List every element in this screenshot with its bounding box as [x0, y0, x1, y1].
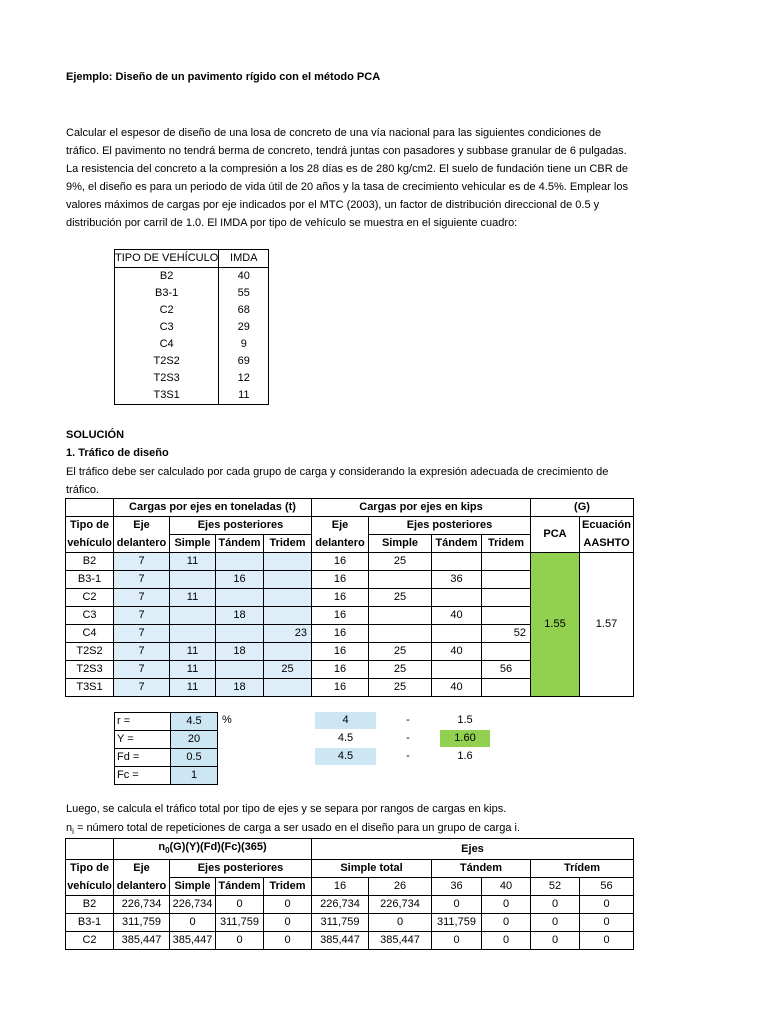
cell — [369, 625, 432, 643]
cell: C3 — [66, 607, 114, 625]
cell: 0 — [531, 896, 580, 914]
group-header: Cargas por ejes en kips — [312, 499, 531, 517]
col-header: vehículo — [66, 535, 114, 553]
cell: 7 — [114, 571, 170, 589]
cell: 0 — [580, 896, 634, 914]
col-header: Tipo de — [66, 860, 114, 878]
cell — [482, 679, 531, 697]
cell — [216, 625, 264, 643]
param-value: 1 — [171, 767, 218, 785]
col-header: Trídem — [531, 860, 634, 878]
cell: 0 — [482, 914, 531, 932]
aashto-value: 1.57 — [580, 553, 634, 697]
cell: 0 — [432, 896, 482, 914]
kips-header: 26 — [369, 878, 432, 896]
col-header: Simple — [170, 535, 216, 553]
param-row — [115, 731, 218, 749]
cell: 0 — [264, 896, 312, 914]
cell — [482, 571, 531, 589]
kips-header: 56 — [580, 878, 634, 896]
table-row — [66, 932, 634, 950]
cell — [432, 661, 482, 679]
cell: 311,759 — [312, 914, 369, 932]
cell: 16 — [312, 589, 369, 607]
cell — [170, 625, 216, 643]
cell: T2S2 — [66, 643, 114, 661]
section-line: El tráfico debe ser calculado por cada grupo de carga y considerando la expresión adecuada de crecimiento de — [66, 466, 609, 478]
formula-n: n — [158, 841, 166, 853]
cell: 11 — [170, 553, 216, 571]
cell: 25 — [369, 679, 432, 697]
cell: 7 — [114, 643, 170, 661]
cell — [216, 661, 264, 679]
cell: 0 — [432, 932, 482, 950]
cell: 311,759 — [432, 914, 482, 932]
param-value: 20 — [171, 731, 218, 749]
cell: 23 — [264, 625, 312, 643]
cell — [264, 607, 312, 625]
cell: 12 — [219, 370, 269, 387]
cell: 56 — [482, 661, 531, 679]
kips-header: 40 — [482, 878, 531, 896]
cell — [216, 589, 264, 607]
cell: 311,759 — [114, 914, 170, 932]
cell: 25 — [369, 589, 432, 607]
table-row — [115, 302, 269, 319]
col-header: Simple — [170, 878, 216, 896]
cell — [170, 571, 216, 589]
cell: 0 — [264, 914, 312, 932]
cell: 0 — [482, 896, 531, 914]
cell: 0 — [170, 914, 216, 932]
cell: 11 — [170, 679, 216, 697]
solution-heading: SOLUCIÓN — [66, 429, 125, 441]
cell: 18 — [216, 607, 264, 625]
cell — [264, 553, 312, 571]
ni-text: = número total de repeticiones de carga a ser usado en el diseño para un grupo de carga i. — [73, 822, 521, 834]
table-row — [115, 336, 269, 353]
interp-a: 4.5 — [315, 748, 376, 765]
section-line: tráfico. — [66, 484, 100, 496]
group-header: Ejes — [312, 839, 634, 860]
ni-symbol: n — [66, 822, 73, 834]
col-header: Eje — [114, 860, 170, 878]
ni-subscript: i — [72, 827, 74, 837]
cell: 226,734 — [312, 896, 369, 914]
cell: 0 — [580, 932, 634, 950]
param-label: Y = — [115, 731, 171, 749]
intro-line: tráfico. El pavimento no tendrá berma de concreto, tendrá juntas con pasadores y subbase granular de 6 pulgadas. — [66, 145, 627, 157]
intro-line: distribución por carril de 1.0. El IMDA por tipo de vehículo se muestra en el siguiente cuadro: — [66, 217, 518, 229]
param-row — [115, 749, 218, 767]
cell: T2S2 — [115, 353, 219, 370]
cell: 385,447 — [170, 932, 216, 950]
interp-b: 1.6 — [457, 750, 473, 762]
cell: 0 — [482, 932, 531, 950]
pca-value: 1.55 — [531, 553, 580, 697]
cell: 16 — [312, 553, 369, 571]
cell: C3 — [115, 319, 219, 336]
param-row — [115, 713, 218, 731]
col-header: Tándem — [432, 860, 531, 878]
table-row — [66, 914, 634, 932]
table-row — [115, 370, 269, 387]
cell: 40 — [432, 643, 482, 661]
col-header: delantero — [114, 535, 170, 553]
cell — [369, 607, 432, 625]
cell: 18 — [216, 679, 264, 697]
table-row — [115, 319, 269, 336]
cell — [264, 571, 312, 589]
col-header: Ejes posteriores — [170, 517, 312, 535]
cell: 16 — [312, 625, 369, 643]
table-row — [115, 387, 269, 405]
cell: 226,734 — [114, 896, 170, 914]
param-row — [115, 767, 218, 785]
group-header: (G) — [531, 499, 634, 517]
cell: 29 — [219, 319, 269, 336]
cell: 40 — [219, 268, 269, 286]
cell: C4 — [66, 625, 114, 643]
cell: B3-1 — [66, 914, 114, 932]
cell — [264, 679, 312, 697]
cell: 9 — [219, 336, 269, 353]
col-header: Simple total — [312, 860, 432, 878]
cell: 7 — [114, 607, 170, 625]
parameters-table — [114, 712, 218, 785]
cell: 16 — [312, 571, 369, 589]
table-row — [115, 268, 269, 286]
col-header: Ecuación — [580, 517, 634, 535]
cell: B2 — [66, 553, 114, 571]
cell: 25 — [369, 643, 432, 661]
col-header: Tándem — [216, 535, 264, 553]
col-header: Tándem — [432, 535, 482, 553]
col-header: delantero — [312, 535, 369, 553]
param-label: r = — [115, 713, 171, 731]
cell: C2 — [66, 932, 114, 950]
ni-definition — [66, 822, 520, 836]
cell: B2 — [115, 268, 219, 286]
cell — [432, 553, 482, 571]
cell — [432, 625, 482, 643]
luego-text: Luego, se calcula el tráfico total por tipo de ejes y se separa por rangos de cargas en kips. — [66, 803, 507, 815]
loads-table — [65, 498, 634, 697]
table-row — [66, 553, 634, 571]
col-header: vehículo — [66, 878, 114, 896]
interp-a: 4 — [315, 712, 376, 729]
cell: T3S1 — [115, 387, 219, 405]
cell: 40 — [432, 679, 482, 697]
kips-header: 52 — [531, 878, 580, 896]
table-row — [115, 353, 269, 370]
cell: 16 — [312, 607, 369, 625]
cell: 0 — [264, 932, 312, 950]
intro-line: 9%, el diseño es para un periodo de vida útil de 20 años y la tasa de crecimiento vehicular es de 4.5%. Emplear los — [66, 181, 628, 193]
cell: T2S3 — [115, 370, 219, 387]
col-header: Eje — [114, 517, 170, 535]
interp-dash: - — [406, 732, 410, 744]
col-header: Tridem — [264, 878, 312, 896]
cell: 0 — [216, 896, 264, 914]
group-header: Cargas por ejes en toneladas (t) — [114, 499, 312, 517]
intro-line: Calcular el espesor de diseño de una losa de concreto de una vía nacional para las siguientes condiciones de — [66, 127, 602, 139]
interp-dash: - — [406, 714, 410, 726]
cell: 16 — [312, 661, 369, 679]
cell: 55 — [219, 285, 269, 302]
page-title: Ejemplo: Diseño de un pavimento rígido con el método PCA — [66, 71, 381, 83]
param-label: Fd = — [115, 749, 171, 767]
cell: 0 — [531, 932, 580, 950]
formula-sub: 0 — [165, 846, 170, 856]
cell: T2S3 — [66, 661, 114, 679]
cell: 16 — [312, 643, 369, 661]
col-header: Ejes posteriores — [369, 517, 531, 535]
cell: 25 — [369, 661, 432, 679]
formula-header — [114, 839, 312, 860]
cell: 7 — [114, 679, 170, 697]
cell: 385,447 — [369, 932, 432, 950]
cell: 52 — [482, 625, 531, 643]
blank-cell — [66, 839, 114, 860]
cell: 25 — [369, 553, 432, 571]
cell: 7 — [114, 661, 170, 679]
cell: B3-1 — [66, 571, 114, 589]
intro-line: La resistencia del concreto a la compresión a los 28 días es de 280 kg/cm2. El suelo de fundación tiene un CBR de — [66, 163, 628, 175]
cell: 0 — [216, 932, 264, 950]
cell: 69 — [219, 353, 269, 370]
cell: 0 — [369, 914, 432, 932]
cell: C4 — [115, 336, 219, 353]
cell: 11 — [170, 643, 216, 661]
cell: B3-1 — [115, 285, 219, 302]
cell: 11 — [170, 589, 216, 607]
cell — [216, 553, 264, 571]
cell: 311,759 — [216, 914, 264, 932]
col-header: delantero — [114, 878, 170, 896]
cell: 226,734 — [369, 896, 432, 914]
col-header: Eje — [312, 517, 369, 535]
interp-a: 4.5 — [337, 732, 354, 744]
formula-rest: (G)(Y)(Fd)(Fc)(365) — [169, 841, 267, 853]
col-header: PCA — [531, 517, 580, 553]
param-unit: % — [222, 714, 232, 726]
cell: 68 — [219, 302, 269, 319]
cell — [432, 589, 482, 607]
cell: 11 — [170, 661, 216, 679]
cell: 16 — [312, 679, 369, 697]
kips-header: 16 — [312, 878, 369, 896]
cell: 11 — [219, 387, 269, 405]
cell: 16 — [216, 571, 264, 589]
cell — [482, 553, 531, 571]
cell — [170, 607, 216, 625]
cell: 7 — [114, 625, 170, 643]
col-header: IMDA — [219, 250, 269, 268]
section-heading: 1. Tráfico de diseño — [66, 447, 169, 459]
col-header: Ejes posteriores — [170, 860, 312, 878]
col-header: Tridem — [264, 535, 312, 553]
cell: 18 — [216, 643, 264, 661]
cell: 36 — [432, 571, 482, 589]
section-paragraph — [66, 463, 608, 499]
cell: 40 — [432, 607, 482, 625]
col-header: TIPO DE VEHÍCULO — [115, 250, 219, 268]
cell: 385,447 — [114, 932, 170, 950]
kips-header: 36 — [432, 878, 482, 896]
interp-result: 1.60 — [440, 730, 490, 747]
interp-dash: - — [406, 750, 410, 762]
col-header: AASHTO — [580, 535, 634, 553]
traffic-table — [65, 838, 634, 950]
intro-paragraph — [66, 124, 706, 232]
cell — [264, 643, 312, 661]
table-row — [115, 285, 269, 302]
cell — [264, 589, 312, 607]
cell: B2 — [66, 896, 114, 914]
interp-b: 1.5 — [457, 714, 473, 726]
col-header: Simple — [369, 535, 432, 553]
intro-line: valores máximos de cargas por eje indicados por el MTC (2003), un factor de distribución direccional de 0.5 y — [66, 199, 600, 211]
cell — [482, 589, 531, 607]
cell: 226,734 — [170, 896, 216, 914]
cell: C2 — [66, 589, 114, 607]
cell: 25 — [264, 661, 312, 679]
cell: 385,447 — [312, 932, 369, 950]
cell — [482, 643, 531, 661]
cell: 7 — [114, 553, 170, 571]
param-value: 4.5 — [171, 713, 218, 731]
cell — [482, 607, 531, 625]
col-header: Tándem — [216, 878, 264, 896]
table-row — [66, 896, 634, 914]
param-label: Fc = — [115, 767, 171, 785]
cell: T3S1 — [66, 679, 114, 697]
param-value: 0.5 — [171, 749, 218, 767]
cell: 0 — [531, 914, 580, 932]
col-header: Tipo de — [66, 517, 114, 535]
cell: 7 — [114, 589, 170, 607]
cell: C2 — [115, 302, 219, 319]
cell: 0 — [580, 914, 634, 932]
cell — [369, 571, 432, 589]
col-header: Tridem — [482, 535, 531, 553]
blank-cell — [66, 499, 114, 517]
vehicle-imda-table — [114, 249, 269, 405]
